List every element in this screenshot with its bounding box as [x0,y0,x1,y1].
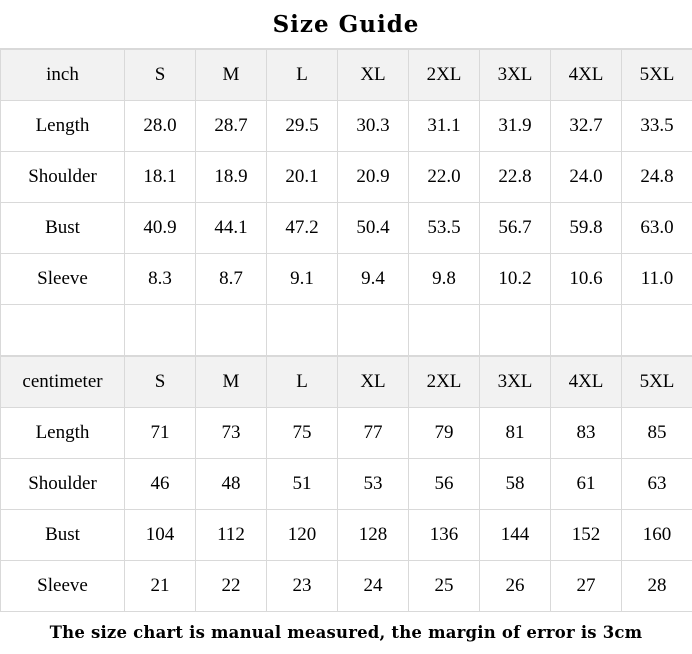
unit-label-inch: inch [1,50,125,101]
column-header-size: L [267,357,338,408]
table-cell: 27 [551,561,622,612]
table-row [1,152,692,203]
spacer-cell [338,305,409,356]
table-cell: 22.0 [409,152,480,203]
row-label: Length [1,408,125,459]
table-cell: 59.8 [551,203,622,254]
table-row [1,203,692,254]
table-cell: 120 [267,510,338,561]
table-cell: 32.7 [551,101,622,152]
spacer-cell [267,305,338,356]
table-cell: 152 [551,510,622,561]
table-row [1,101,692,152]
table-spacer-row [1,305,692,356]
table-cell: 73 [196,408,267,459]
table-cell: 8.7 [196,254,267,305]
table-cell: 85 [622,408,692,459]
table-cell: 40.9 [125,203,196,254]
page-title: Size Guide [0,0,692,49]
column-header-size: L [267,50,338,101]
spacer-cell [622,305,692,356]
spacer-cell [196,305,267,356]
table-row [1,459,692,510]
unit-label-centimeter: centimeter [1,357,125,408]
table-cell: 20.1 [267,152,338,203]
table-cell: 104 [125,510,196,561]
table-cell: 58 [480,459,551,510]
table-cell: 79 [409,408,480,459]
table-cell: 18.9 [196,152,267,203]
column-header-size: 3XL [480,357,551,408]
table-cell: 25 [409,561,480,612]
spacer-cell [480,305,551,356]
table-cell: 9.8 [409,254,480,305]
table-cell: 44.1 [196,203,267,254]
table-cell: 30.3 [338,101,409,152]
size-table-inch [0,49,692,356]
table-row [1,408,692,459]
row-label: Sleeve [1,561,125,612]
table-cell: 112 [196,510,267,561]
table-cell: 22 [196,561,267,612]
table-cell: 29.5 [267,101,338,152]
table-cell: 24.8 [622,152,692,203]
table-cell: 81 [480,408,551,459]
table-cell: 31.9 [480,101,551,152]
table-cell: 160 [622,510,692,561]
table-cell: 46 [125,459,196,510]
column-header-size: M [196,50,267,101]
table-cell: 8.3 [125,254,196,305]
table-cell: 77 [338,408,409,459]
table-cell: 53 [338,459,409,510]
column-header-size: 3XL [480,50,551,101]
table-row [1,254,692,305]
table-cell: 128 [338,510,409,561]
table-cell: 28.7 [196,101,267,152]
column-header-size: XL [338,50,409,101]
table-cell: 18.1 [125,152,196,203]
table-cell: 10.6 [551,254,622,305]
table-cell: 48 [196,459,267,510]
table-cell: 24.0 [551,152,622,203]
table-cell: 20.9 [338,152,409,203]
table-cell: 47.2 [267,203,338,254]
table-cell: 9.4 [338,254,409,305]
table-cell: 50.4 [338,203,409,254]
table-cell: 71 [125,408,196,459]
table-header-row [1,50,692,101]
spacer-cell [125,305,196,356]
table-cell: 75 [267,408,338,459]
row-label: Bust [1,203,125,254]
column-header-size: XL [338,357,409,408]
column-header-size: 5XL [622,357,692,408]
table-row [1,510,692,561]
table-cell: 22.8 [480,152,551,203]
column-header-size: 4XL [551,50,622,101]
column-header-size: M [196,357,267,408]
table-cell: 144 [480,510,551,561]
measurement-disclaimer: The size chart is manual measured, the margin of error is 3cm [0,612,692,654]
table-cell: 9.1 [267,254,338,305]
table-row [1,561,692,612]
table-cell: 28 [622,561,692,612]
row-label: Length [1,101,125,152]
row-label: Sleeve [1,254,125,305]
table-cell: 56.7 [480,203,551,254]
table-cell: 63.0 [622,203,692,254]
column-header-size: 5XL [622,50,692,101]
table-cell: 31.1 [409,101,480,152]
column-header-size: S [125,50,196,101]
table-cell: 23 [267,561,338,612]
table-cell: 51 [267,459,338,510]
row-label: Shoulder [1,459,125,510]
table-cell: 26 [480,561,551,612]
size-table-centimeter [0,356,692,612]
spacer-cell [1,305,125,356]
row-label: Shoulder [1,152,125,203]
column-header-size: 2XL [409,357,480,408]
spacer-cell [551,305,622,356]
table-cell: 24 [338,561,409,612]
table-cell: 21 [125,561,196,612]
table-cell: 33.5 [622,101,692,152]
spacer-cell [409,305,480,356]
table-cell: 136 [409,510,480,561]
column-header-size: 2XL [409,50,480,101]
column-header-size: 4XL [551,357,622,408]
column-header-size: S [125,357,196,408]
table-cell: 53.5 [409,203,480,254]
table-cell: 61 [551,459,622,510]
table-cell: 83 [551,408,622,459]
table-cell: 10.2 [480,254,551,305]
table-cell: 11.0 [622,254,692,305]
table-header-row [1,357,692,408]
table-cell: 56 [409,459,480,510]
table-cell: 28.0 [125,101,196,152]
table-cell: 63 [622,459,692,510]
row-label: Bust [1,510,125,561]
